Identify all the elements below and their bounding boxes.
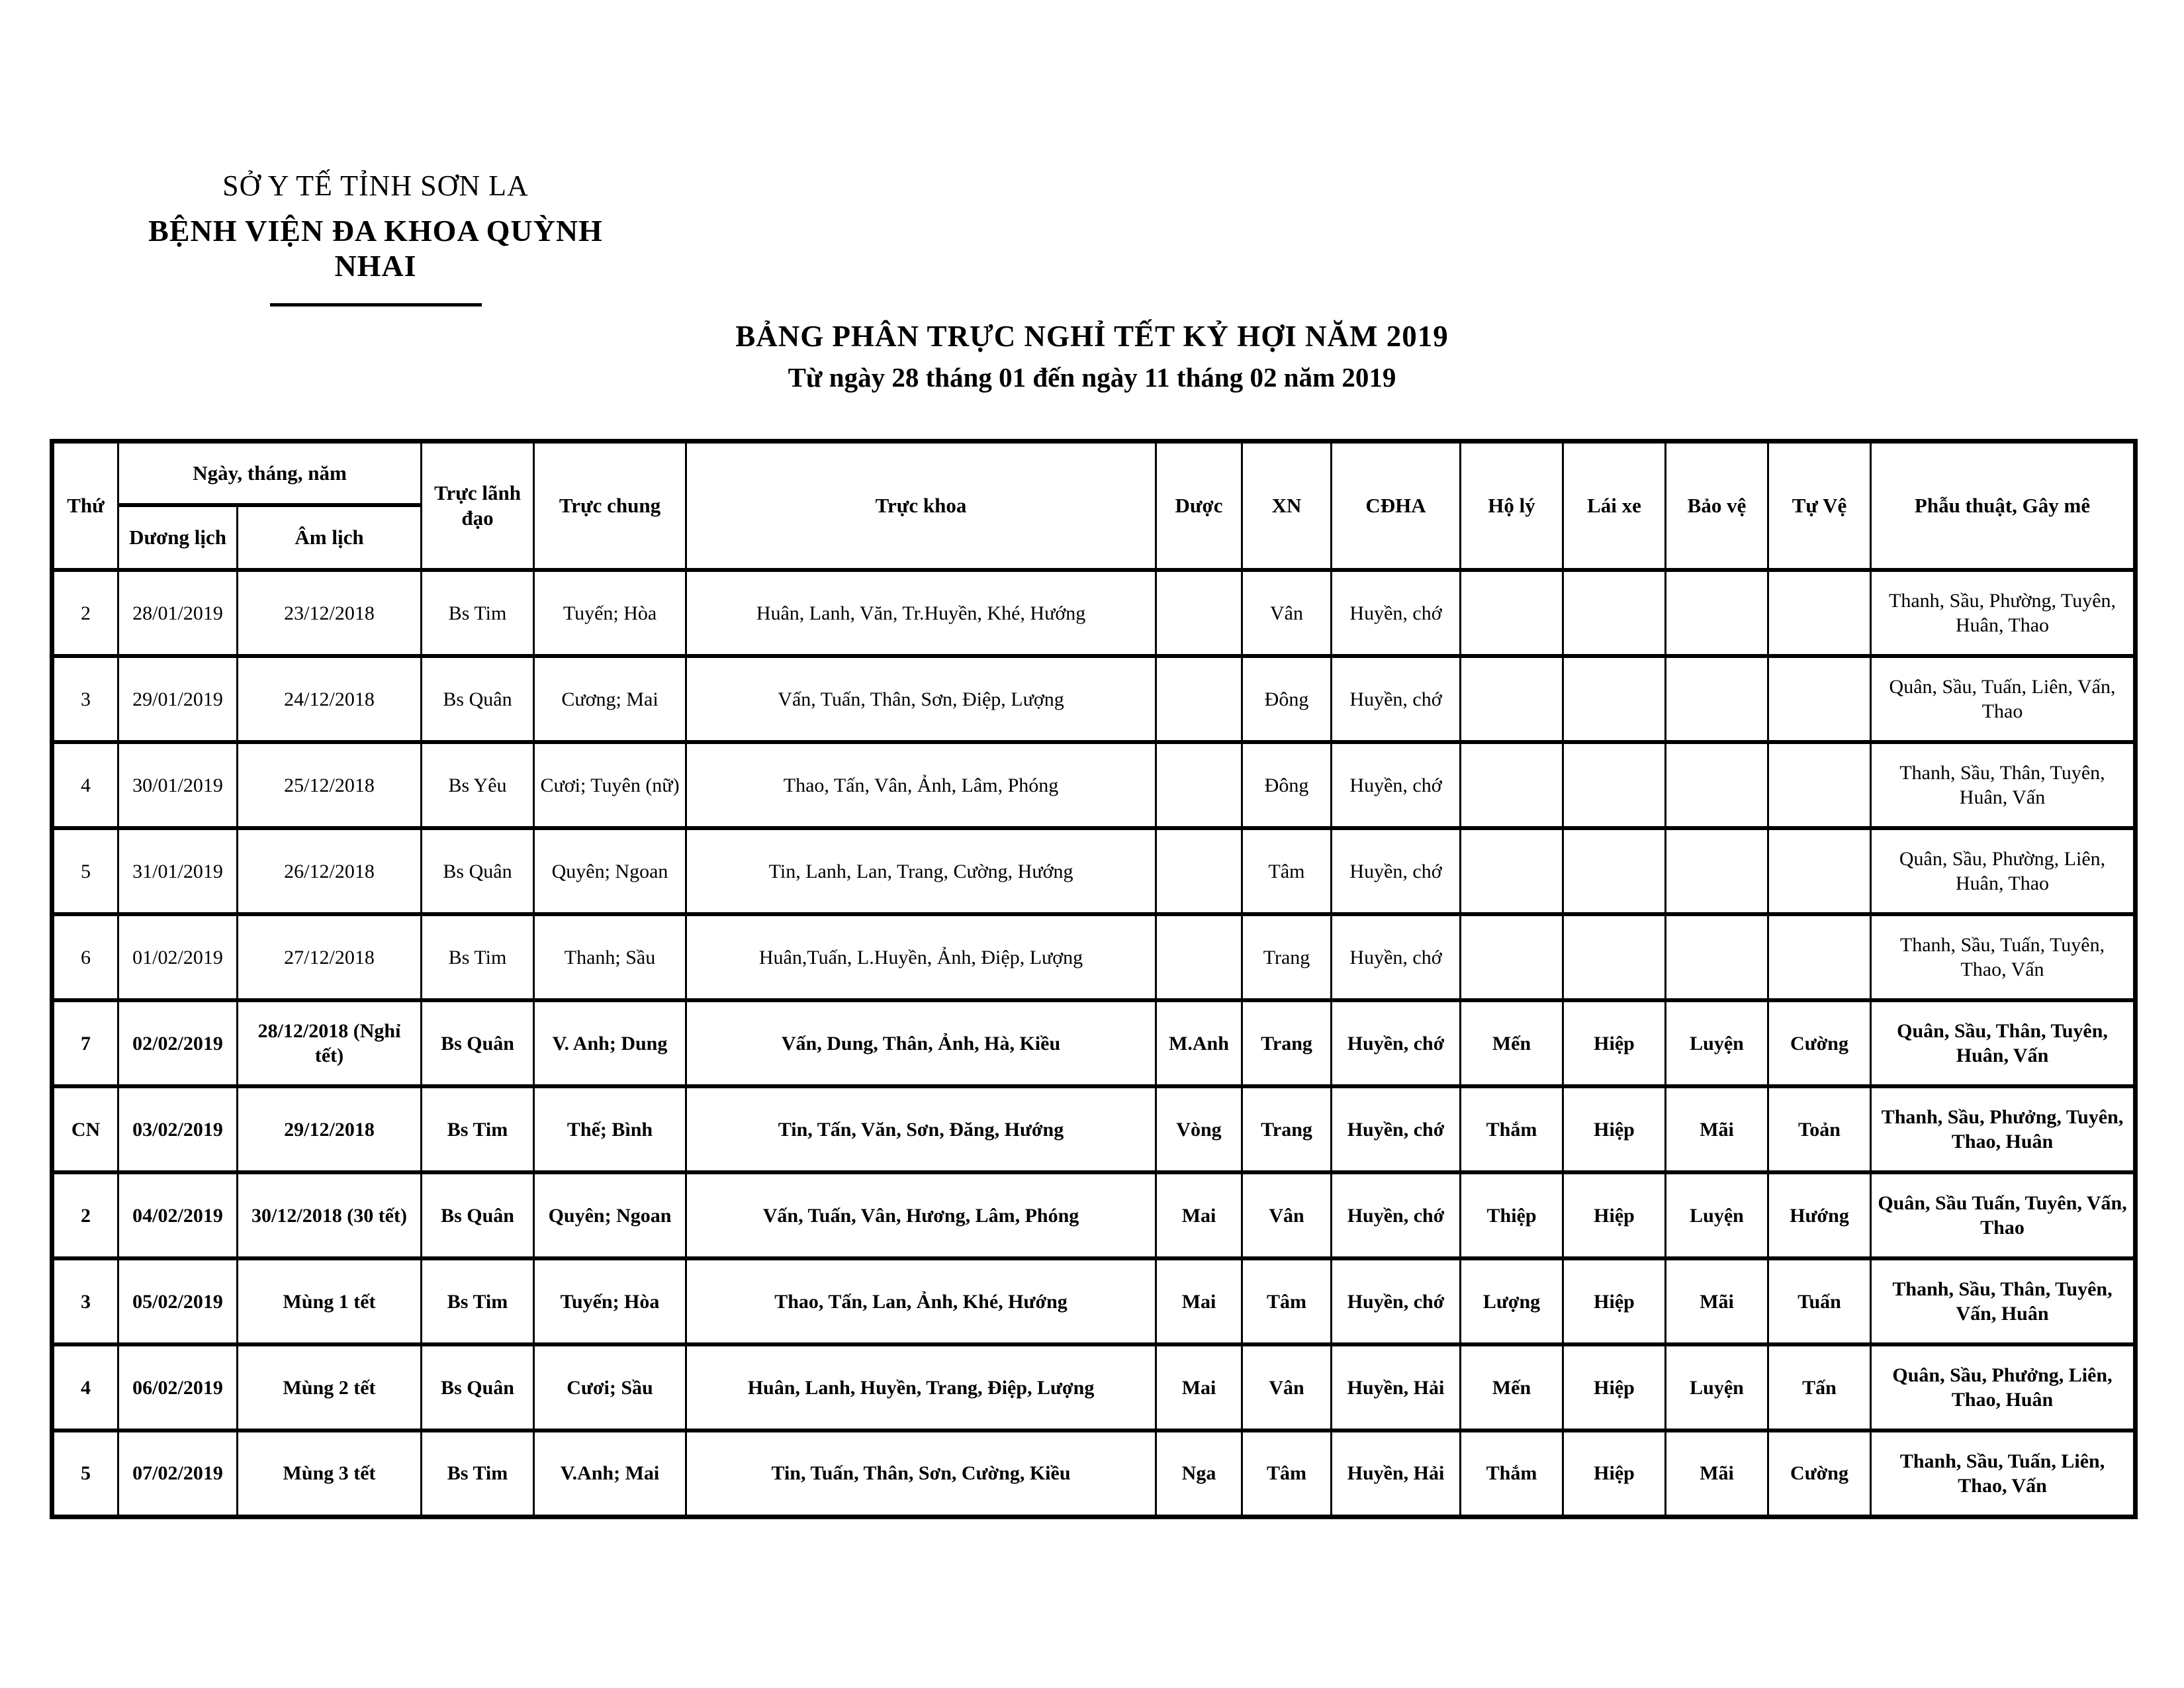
table-cell: 3 [52, 1258, 118, 1344]
col-header-truc-khoa: Trực khoa [686, 442, 1156, 571]
table-cell [1461, 742, 1563, 828]
table-cell: Huân, Lanh, Văn, Tr.Huyền, Khé, Hướng [686, 570, 1156, 656]
table-cell: Bs Tim [422, 914, 534, 1000]
table-cell: Cươi; Tuyên (nữ) [534, 742, 686, 828]
table-cell: Luyện [1666, 1344, 1768, 1430]
table-cell: 29/01/2019 [118, 656, 238, 742]
table-cell: Huyền, chớ [1332, 1258, 1461, 1344]
table-cell: Mùng 3 tết [238, 1430, 422, 1517]
table-cell: Huyền, chớ [1332, 1172, 1461, 1258]
table-cell: 30/12/2018 (30 tết) [238, 1172, 422, 1258]
table-cell [1563, 914, 1666, 1000]
table-cell: 28/01/2019 [118, 570, 238, 656]
roster-body [52, 570, 2136, 1517]
duty-roster-table [50, 439, 2138, 1519]
table-cell: Quyên; Ngoan [534, 1172, 686, 1258]
org-underline [270, 303, 482, 306]
table-cell: Mùng 2 tết [238, 1344, 422, 1430]
table-cell: 29/12/2018 [238, 1086, 422, 1172]
table-row [52, 1172, 2136, 1258]
table-cell: 7 [52, 1000, 118, 1086]
table-cell: Thiệp [1461, 1172, 1563, 1258]
table-row [52, 1258, 2136, 1344]
table-row [52, 656, 2136, 742]
table-cell: Mai [1156, 1258, 1242, 1344]
table-row [52, 1430, 2136, 1517]
table-cell [1461, 828, 1563, 914]
table-cell: Thao, Tấn, Vân, Ảnh, Lâm, Phóng [686, 742, 1156, 828]
table-cell: Tin, Tuấn, Thân, Sơn, Cường, Kiều [686, 1430, 1156, 1517]
table-cell: Hiệp [1563, 1086, 1666, 1172]
table-cell [1156, 914, 1242, 1000]
table-cell [1768, 828, 1871, 914]
table-cell: Trang [1242, 1086, 1332, 1172]
col-header-duoc: Dược [1156, 442, 1242, 571]
table-cell [1666, 570, 1768, 656]
table-cell [1666, 656, 1768, 742]
table-cell: Mãi [1666, 1258, 1768, 1344]
table-cell: Vân [1242, 570, 1332, 656]
table-cell: Cường [1768, 1000, 1871, 1086]
table-cell: 4 [52, 1344, 118, 1430]
org-department: SỞ Y TẾ TỈNH SƠN LA [222, 169, 529, 202]
table-cell: Huyền, Hải [1332, 1430, 1461, 1517]
table-cell: Cương; Mai [534, 656, 686, 742]
table-cell: Quân, Sầu, Tuấn, Liên, Vấn, Thao [1871, 656, 2136, 742]
table-cell [1666, 742, 1768, 828]
table-cell: Toản [1768, 1086, 1871, 1172]
table-cell: M.Anh [1156, 1000, 1242, 1086]
table-cell: 30/01/2019 [118, 742, 238, 828]
table-cell: Huyền, chớ [1332, 742, 1461, 828]
table-cell: Bs Quân [422, 1000, 534, 1086]
table-cell: Luyện [1666, 1000, 1768, 1086]
table-cell: 05/02/2019 [118, 1258, 238, 1344]
table-cell [1461, 570, 1563, 656]
table-cell: Trang [1242, 1000, 1332, 1086]
table-cell [1156, 828, 1242, 914]
table-cell: 3 [52, 656, 118, 742]
table-cell [1666, 914, 1768, 1000]
table-cell [1156, 656, 1242, 742]
table-cell: Thanh, Sầu, Phưởng, Tuyên, Thao, Huân [1871, 1086, 2136, 1172]
table-cell [1768, 914, 1871, 1000]
table-cell: Hướng [1768, 1172, 1871, 1258]
table-cell: Tâm [1242, 1430, 1332, 1517]
table-cell: 27/12/2018 [238, 914, 422, 1000]
table-cell: 5 [52, 828, 118, 914]
table-cell: Thanh, Sầu, Thân, Tuyên, Vấn, Huân [1871, 1258, 2136, 1344]
table-cell: Bs Tim [422, 1086, 534, 1172]
table-cell: 23/12/2018 [238, 570, 422, 656]
table-cell: 6 [52, 914, 118, 1000]
table-row [52, 1344, 2136, 1430]
table-cell: Hiệp [1563, 1344, 1666, 1430]
table-cell: Thanh, Sầu, Tuấn, Liên, Thao, Vấn [1871, 1430, 2136, 1517]
table-cell: 01/02/2019 [118, 914, 238, 1000]
table-cell: CN [52, 1086, 118, 1172]
table-row [52, 828, 2136, 914]
table-cell: Thắm [1461, 1430, 1563, 1517]
table-cell: Lượng [1461, 1258, 1563, 1344]
col-header-phau-thuat: Phẫu thuật, Gây mê [1871, 442, 2136, 571]
table-cell: 02/02/2019 [118, 1000, 238, 1086]
table-cell: 5 [52, 1430, 118, 1517]
col-header-cdha: CĐHA [1332, 442, 1461, 571]
table-cell: Mai [1156, 1344, 1242, 1430]
table-cell: 07/02/2019 [118, 1430, 238, 1517]
col-header-tu-ve: Tự Vệ [1768, 442, 1871, 571]
table-cell: 03/02/2019 [118, 1086, 238, 1172]
table-cell: 28/12/2018 (Nghỉ tết) [238, 1000, 422, 1086]
table-cell: Tuấn [1768, 1258, 1871, 1344]
document-subtitle: Từ ngày 28 tháng 01 đến ngày 11 tháng 02 năm 2019 [788, 362, 1396, 393]
table-cell: 2 [52, 570, 118, 656]
table-cell: Huyền, chớ [1332, 1000, 1461, 1086]
table-cell: Tâm [1242, 1258, 1332, 1344]
table-cell [1156, 742, 1242, 828]
table-cell: Huyền, chớ [1332, 828, 1461, 914]
table-cell: Tin, Tấn, Văn, Sơn, Đăng, Hướng [686, 1086, 1156, 1172]
table-cell: Thao, Tấn, Lan, Ảnh, Khé, Hướng [686, 1258, 1156, 1344]
table-cell: 26/12/2018 [238, 828, 422, 914]
table-cell: Đông [1242, 656, 1332, 742]
table-cell: Bs Quân [422, 1172, 534, 1258]
table-cell: Tuyến; Hòa [534, 1258, 686, 1344]
table-cell: Mãi [1666, 1430, 1768, 1517]
table-cell [1156, 570, 1242, 656]
table-cell: Thắm [1461, 1086, 1563, 1172]
table-cell: Hiệp [1563, 1172, 1666, 1258]
col-header-lai-xe: Lái xe [1563, 442, 1666, 571]
col-header-ho-ly: Hộ lý [1461, 442, 1563, 571]
table-cell: 04/02/2019 [118, 1172, 238, 1258]
table-cell [1563, 742, 1666, 828]
table-cell [1768, 656, 1871, 742]
org-hospital-name: BỆNH VIỆN ĐA KHOA QUỲNH NHAI [148, 214, 603, 283]
table-cell [1768, 742, 1871, 828]
document-title: BẢNG PHÂN TRỰC NGHỈ TẾT KỶ HỢI NĂM 2019 [735, 320, 1449, 353]
col-header-truc-lanh-dao: Trực lãnh đạo [422, 442, 534, 571]
table-cell: Quyên; Ngoan [534, 828, 686, 914]
table-cell: 2 [52, 1172, 118, 1258]
table-cell [1563, 828, 1666, 914]
table-cell: Bs Tim [422, 1258, 534, 1344]
table-cell: 25/12/2018 [238, 742, 422, 828]
table-cell: Tấn [1768, 1344, 1871, 1430]
table-cell: Tâm [1242, 828, 1332, 914]
table-cell: Huyền, chớ [1332, 1086, 1461, 1172]
table-cell: Thế; Bình [534, 1086, 686, 1172]
table-cell: Luyện [1666, 1172, 1768, 1258]
table-cell: Đông [1242, 742, 1332, 828]
table-cell: Huyền, chớ [1332, 914, 1461, 1000]
table-cell: Quân, Sầu, Phưởng, Liên, Thao, Huân [1871, 1344, 2136, 1430]
col-header-truc-chung: Trực chung [534, 442, 686, 571]
table-cell: V.Anh; Mai [534, 1430, 686, 1517]
table-cell: Bs Quân [422, 1344, 534, 1430]
table-cell: 24/12/2018 [238, 656, 422, 742]
table-cell: Bs Tim [422, 1430, 534, 1517]
table-cell: Vân [1242, 1172, 1332, 1258]
table-cell: V. Anh; Dung [534, 1000, 686, 1086]
table-cell: Bs Quân [422, 828, 534, 914]
table-row [52, 1000, 2136, 1086]
table-cell: Huyền, Hải [1332, 1344, 1461, 1430]
table-cell: Mến [1461, 1344, 1563, 1430]
table-cell: Bs Tim [422, 570, 534, 656]
table-cell: Thanh, Sầu, Thân, Tuyên, Huân, Vấn [1871, 742, 2136, 828]
table-cell: Mai [1156, 1172, 1242, 1258]
table-cell [1563, 656, 1666, 742]
table-cell: Huân, Lanh, Huyền, Trang, Điệp, Lượng [686, 1344, 1156, 1430]
col-header-bao-ve: Bảo vệ [1666, 442, 1768, 571]
col-header-duong-lich: Dương lịch [118, 505, 238, 570]
table-cell: Mến [1461, 1000, 1563, 1086]
table-cell: Thanh; Sầu [534, 914, 686, 1000]
table-cell: Quân, Sầu, Phường, Liên, Huân, Thao [1871, 828, 2136, 914]
table-cell: Hiệp [1563, 1258, 1666, 1344]
table-cell [1461, 914, 1563, 1000]
table-cell: 31/01/2019 [118, 828, 238, 914]
table-cell [1461, 656, 1563, 742]
table-cell: Bs Yêu [422, 742, 534, 828]
table-cell: Vấn, Tuấn, Thân, Sơn, Điệp, Lượng [686, 656, 1156, 742]
table-cell: Tin, Lanh, Lan, Trang, Cường, Hướng [686, 828, 1156, 914]
col-header-thu: Thứ [52, 442, 118, 571]
table-cell: Huyền, chớ [1332, 570, 1461, 656]
table-row [52, 570, 2136, 656]
table-cell: Huyền, chớ [1332, 656, 1461, 742]
table-cell: Tuyến; Hòa [534, 570, 686, 656]
table-cell [1563, 570, 1666, 656]
table-cell: Vấn, Dung, Thân, Ảnh, Hà, Kiều [686, 1000, 1156, 1086]
org-header-block [106, 169, 645, 306]
table-cell: Vân [1242, 1344, 1332, 1430]
table-row [52, 1086, 2136, 1172]
table-cell [1666, 828, 1768, 914]
table-cell: Trang [1242, 914, 1332, 1000]
col-header-date-group: Ngày, tháng, năm [118, 442, 422, 506]
table-cell: Nga [1156, 1430, 1242, 1517]
table-cell: Vấn, Tuấn, Vân, Hương, Lâm, Phóng [686, 1172, 1156, 1258]
table-cell: Bs Quân [422, 656, 534, 742]
table-cell: Mãi [1666, 1086, 1768, 1172]
col-header-xn: XN [1242, 442, 1332, 571]
table-cell: Thanh, Sầu, Tuấn, Tuyên, Thao, Vấn [1871, 914, 2136, 1000]
col-header-am-lich: Âm lịch [238, 505, 422, 570]
table-row [52, 742, 2136, 828]
table-cell: Quân, Sầu Tuấn, Tuyên, Vấn, Thao [1871, 1172, 2136, 1258]
table-cell: Quân, Sầu, Thân, Tuyên, Huân, Vấn [1871, 1000, 2136, 1086]
table-cell: Hiệp [1563, 1000, 1666, 1086]
table-cell: Cường [1768, 1430, 1871, 1517]
table-cell: Vòng [1156, 1086, 1242, 1172]
table-cell: Hiệp [1563, 1430, 1666, 1517]
table-cell: Thanh, Sầu, Phường, Tuyên, Huân, Thao [1871, 570, 2136, 656]
table-cell: Huân,Tuấn, L.Huyền, Ảnh, Điệp, Lượng [686, 914, 1156, 1000]
table-cell: Mùng 1 tết [238, 1258, 422, 1344]
table-cell [1768, 570, 1871, 656]
table-cell: Cươi; Sầu [534, 1344, 686, 1430]
table-row [52, 914, 2136, 1000]
table-cell: 4 [52, 742, 118, 828]
roster-header [52, 442, 2136, 571]
table-cell: 06/02/2019 [118, 1344, 238, 1430]
